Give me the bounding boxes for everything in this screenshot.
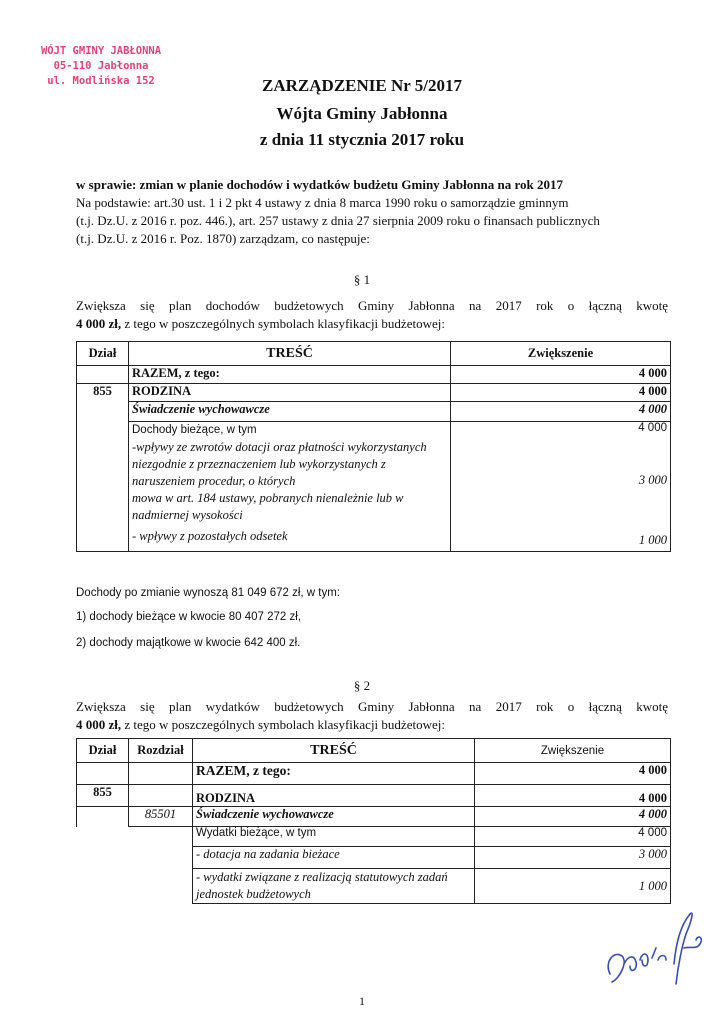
legal-basis-line-2: (t.j. Dz.U. z 2016 r. poz. 446.), art. 257 ustawy z dnia 27 sierpnia 2009 roku o finansach publicznych	[76, 213, 600, 228]
expense-zwiazane-value: 1 000	[475, 869, 671, 904]
document-date: z dnia 11 stycznia 2017 roku	[259, 130, 465, 149]
legal-basis-line-1: Na podstawie: art.30 ust. 1 i 2 pkt 4 ustawy z dnia 8 marca 1990 roku o samorządzie gminnym	[76, 195, 569, 210]
expense-wydatki-value: 4 000	[475, 827, 671, 847]
income-row-razem	[77, 366, 671, 384]
income-dzial-855: 855	[77, 384, 129, 552]
income-row-detail	[77, 422, 671, 440]
section-1-mark: § 1	[353, 272, 371, 287]
expense-dotacja-value: 3 000	[475, 847, 671, 869]
income-table	[76, 341, 671, 552]
expense-swiadczenie-value: 4 000	[475, 807, 671, 827]
page-number: 1	[359, 994, 365, 1008]
income-row-swiadczenie	[77, 402, 671, 422]
income-wplywy-1-line-2: niezgodnie z przeznaczeniem lub wykorzystanych z	[132, 457, 386, 471]
income-wplywy-1	[129, 439, 451, 552]
income-after-line-3: 2) dochody majątkowe w kwocie 642 400 zł.	[76, 637, 301, 649]
expense-row-zwiazane	[77, 869, 671, 904]
expense-zwiazane-line-1: - wydatki związane z realizacją statutowych zadań	[196, 870, 448, 884]
income-row-wplywy	[77, 439, 671, 552]
legal-basis	[76, 194, 668, 248]
income-dochody-label: Dochody bieżące, w tym	[132, 424, 257, 436]
expense-header-zwiekszenie: Zwiększenie	[475, 739, 671, 763]
document-subtitle: Wójta Gminy Jabłonna	[276, 104, 448, 123]
section-1-amount: 4 000 zł,	[76, 316, 122, 331]
stamp-line-1: WÓJT GMINY JABŁONNA	[40, 45, 162, 57]
expense-row-wydatki	[77, 827, 671, 847]
stamp-line-2: 05-110 Jabłonna	[53, 60, 149, 72]
section-1-intro-line-2: z tego w poszczególnych symbolach klasyfikacji budżetowej:	[121, 316, 445, 331]
income-after-line-2: 1) dochody bieżące w kwocie 80 407 272 zł,	[76, 611, 302, 623]
expense-dzial-855: 855	[77, 785, 129, 807]
expense-header-dzial: Dział	[77, 739, 129, 763]
expense-swiadczenie-label: Świadczenie wychowawcze	[193, 807, 475, 827]
expense-header-tresc: TREŚĆ	[193, 739, 475, 763]
expense-header-rozdzial: Rozdział	[129, 739, 193, 763]
income-wplywy-1-value: 3 000	[638, 473, 667, 487]
legal-basis-line-3: (t.j. Dz.U. z 2016 r. Poz. 1870) zarządzam, co następuje:	[76, 231, 370, 246]
expense-row-dotacja	[77, 847, 671, 869]
stamp-line-3: ul. Modlińska 152	[47, 75, 155, 87]
expense-row-rodzina	[77, 785, 671, 807]
expense-table-header	[77, 739, 671, 763]
expense-rozdzial-85501: 85501	[129, 807, 193, 827]
income-swiadczenie-value: 4 000	[451, 402, 671, 422]
income-swiadczenie-label: Świadczenie wychowawcze	[129, 402, 451, 422]
income-rodzina-label: RODZINA	[129, 384, 451, 402]
expense-zwiazane-label	[193, 869, 475, 904]
income-wplywy-2-label: - wpływy z pozostałych odsetek	[132, 529, 288, 543]
subject-line: w sprawie: zmian w planie dochodów i wydatków budżetu Gminy Jabłonna na rok 2017	[76, 177, 563, 192]
section-2-intro	[76, 698, 668, 734]
section-2-intro-line-1: Zwiększa się plan wydatków budżetowych Gminy Jabłonna na 2017 rok o łączną kwotę	[76, 699, 668, 714]
expense-rodzina-value: 4 000	[475, 785, 671, 807]
section-1-intro	[76, 297, 668, 333]
expense-rodzina-label: RODZINA	[193, 785, 475, 807]
income-header-dzial: Dział	[77, 342, 129, 366]
income-after-line-1: Dochody po zmianie wynoszą 81 049 672 zł, w tym:	[76, 587, 340, 599]
income-header-zwiekszenie: Zwiększenie	[451, 342, 671, 366]
section-2-amount: 4 000 zł,	[76, 717, 122, 732]
expense-razem-value: 4 000	[475, 763, 671, 785]
income-wplywy-1-line-5: nadmiernej wysokości	[132, 508, 243, 522]
income-row-rodzina	[77, 384, 671, 402]
income-wplywy-1-line-3: naruszeniem procedur, o których	[132, 474, 296, 488]
income-header-tresc: TREŚĆ	[129, 342, 451, 366]
section-1-intro-line-1: Zwiększa się plan dochodów budżetowych Gminy Jabłonna na 2017 rok o łączną kwotę	[76, 298, 668, 313]
section-2-mark: § 2	[353, 678, 371, 693]
expense-razem-label: RAZEM, z tego:	[193, 763, 475, 785]
expense-row-razem	[77, 763, 671, 785]
income-razem-value: 4 000	[451, 366, 671, 384]
income-razem-label: RAZEM, z tego:	[129, 366, 451, 384]
expense-zwiazane-line-2: jednostek budżetowych	[196, 887, 311, 901]
section-2-intro-line-2: z tego w poszczególnych symbolach klasyfikacji budżetowej:	[121, 717, 445, 732]
handwritten-signature	[600, 904, 712, 1000]
document-title: ZARZĄDZENIE Nr 5/2017	[262, 76, 462, 95]
income-dochody-value: 4 000	[451, 422, 671, 440]
income-rodzina-value: 4 000	[451, 384, 671, 402]
expense-table	[76, 738, 671, 904]
expense-dotacja-label: - dotacja na zadania bieżace	[193, 847, 475, 869]
income-wplywy-2-value: 1 000	[638, 533, 667, 547]
expense-row-swiadczenie	[77, 807, 671, 827]
expense-wydatki-label: Wydatki bieżące, w tym	[193, 827, 475, 847]
income-wplywy-1-line-4: mowa w art. 184 ustawy, pobranych nienależnie lub w	[132, 491, 404, 505]
income-table-header	[77, 342, 671, 366]
income-wplywy-1-line-1: -wpływy ze zwrotów dotacji oraz płatności wykorzystanych	[132, 440, 427, 454]
